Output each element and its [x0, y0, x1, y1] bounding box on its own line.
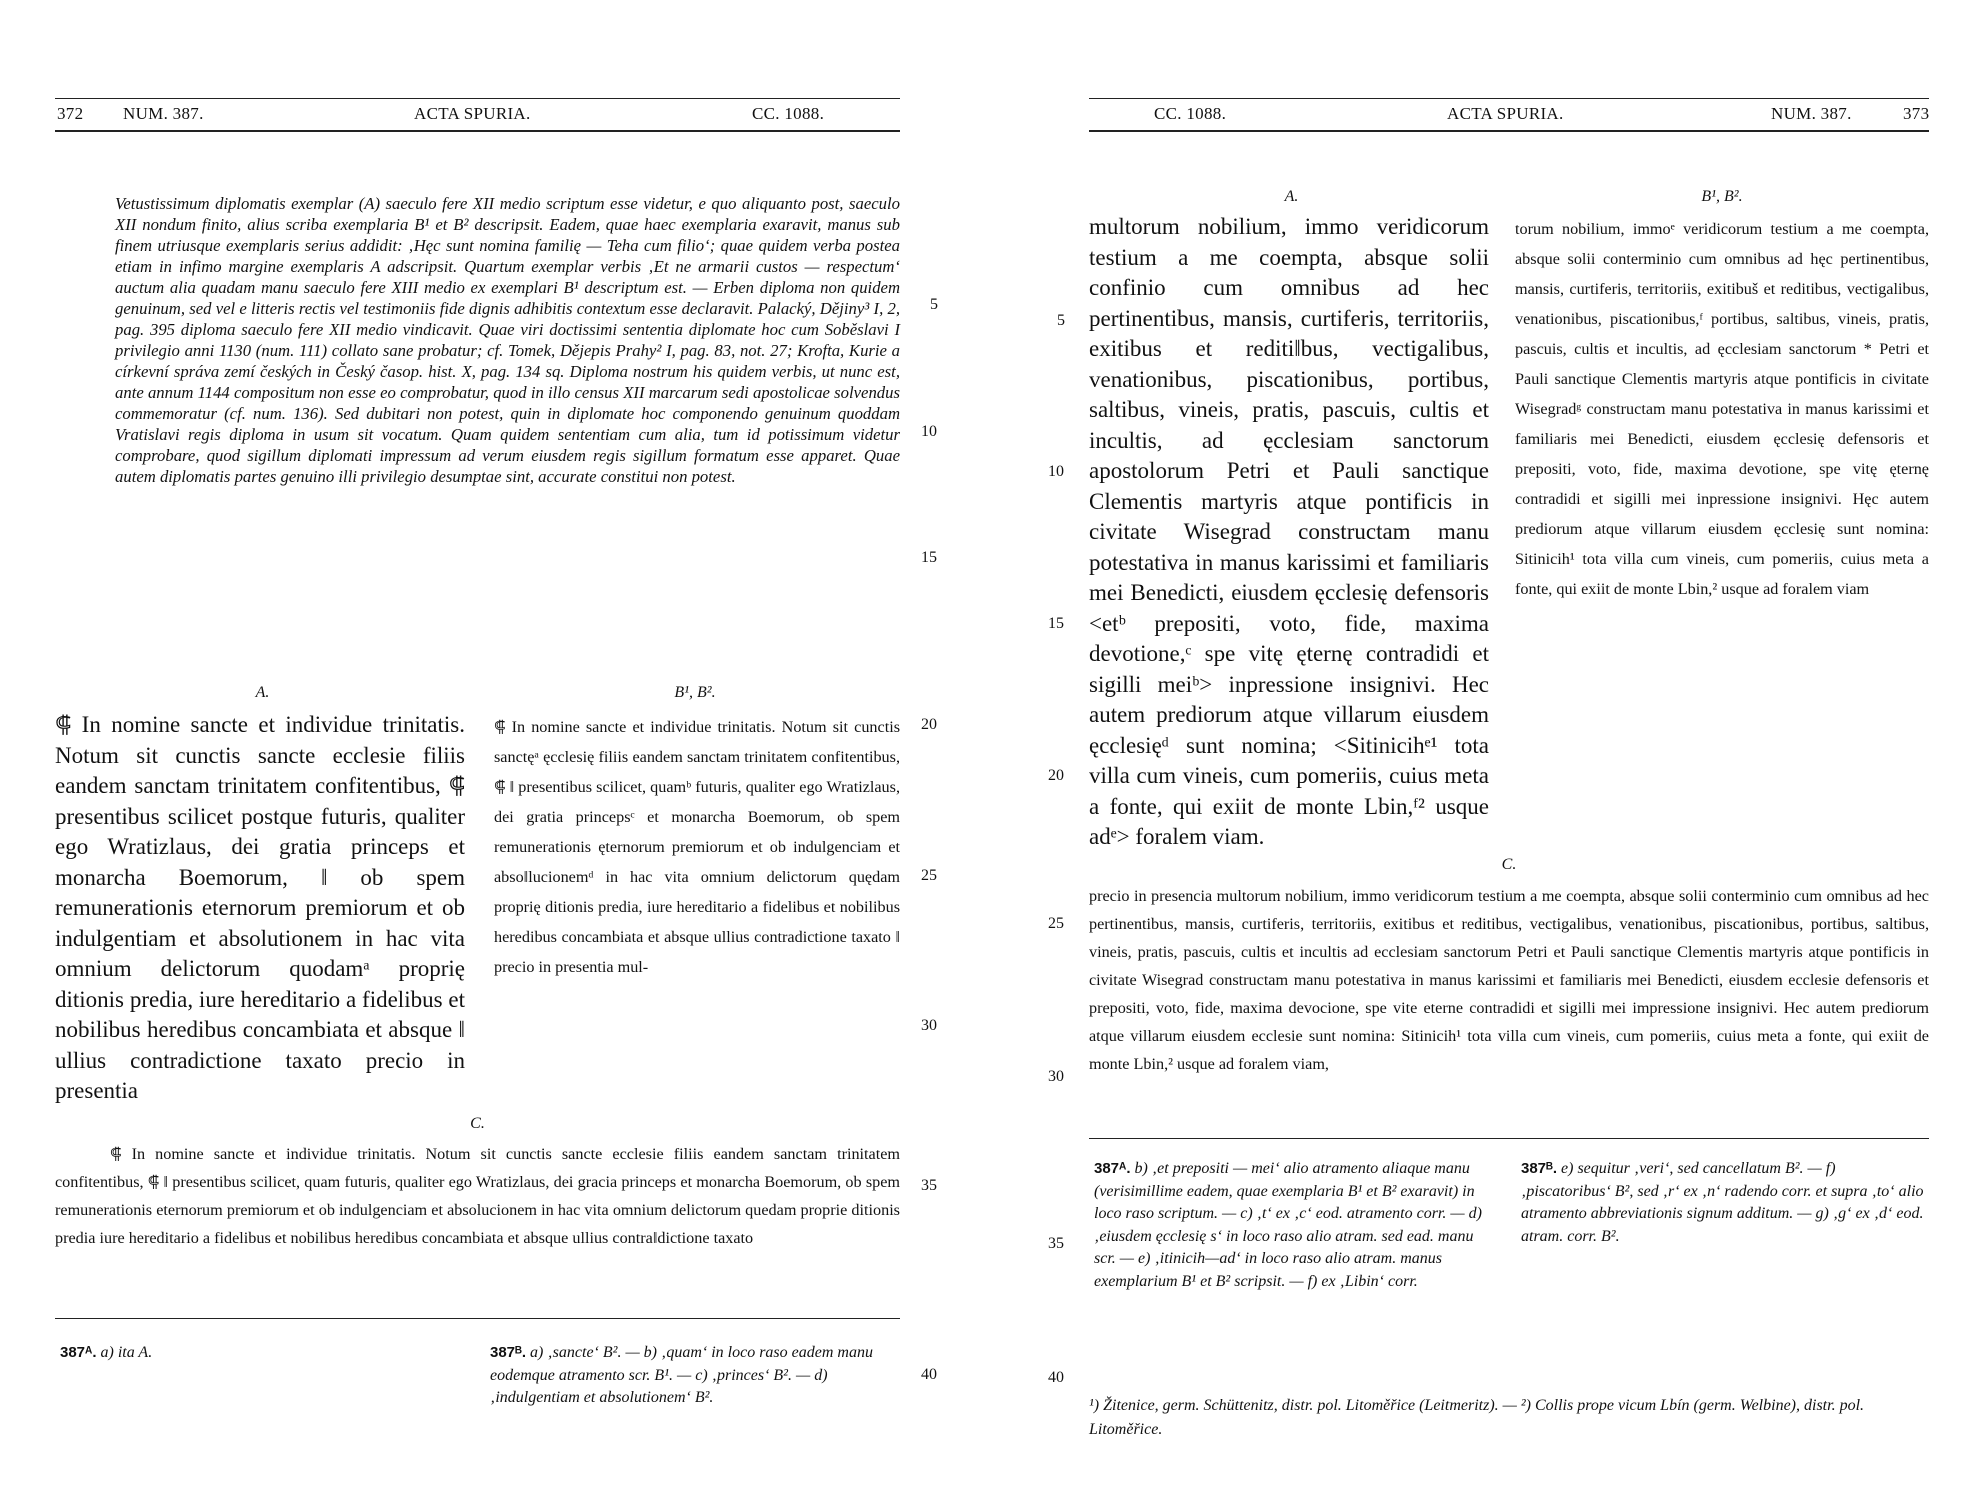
footnote-a [60, 1342, 460, 1365]
line-number: 15 [921, 549, 937, 566]
line-number: 5 [1057, 312, 1065, 329]
footnote-text: a) ‚sancte‘ B². — b) ‚quam‘ in loco raso eadem manu eodemque atramento scr. B¹. — c) ‚princes‘ B². — d) ‚indulgentiam et absolutionem‘ B². [490, 1344, 873, 1406]
footnote-rule [55, 1318, 900, 1319]
column-c-heading: C. [470, 1115, 485, 1132]
footnote-label: 387ᴮ. [490, 1344, 527, 1361]
footnote-b [490, 1342, 900, 1410]
date-heading: CC. 1088. [752, 104, 825, 123]
line-number: 15 [1048, 615, 1064, 632]
date-heading: CC. 1088. [1154, 104, 1227, 123]
column-b-heading: B¹, B². [674, 684, 716, 701]
line-number: 25 [921, 867, 937, 884]
place-footnote: ¹) Žitenice, germ. Schüttenitz, distr. pol. Litoměřice (Leitmeritz). — ²) Collis prope vicum Lbín (germ. Welbine), distr. pol. Litoměřice. [1089, 1397, 1865, 1438]
column-a-text: ⸿ In nomine sancte et individue trinitatis. Notum sit cunctis sancte ecclesie filiis eandem sanctam trinitatem confitentibus, ⸿ presentibus scilicet postque futuris, qualiter ego Wratizlaus, dei gratia princeps et monarcha Boemorum, ‖ ob spem remunerationis eternorum premiorum et ob indulgentiam et absolutionem in hac vita omnium delictorum quodamᵃ proprię ditionis predia, iure hereditario a fidelibus et nobilibus heredibus concambiata et absque ‖ ullius contradictione taxato precio in presentia [55, 712, 465, 1103]
footnote-label: 387ᴬ. [60, 1344, 97, 1361]
header-rule-bottom [55, 130, 900, 132]
column-c-text: precio in presencia multorum nobilium, immo veridicorum testium a me coempta, absque solii conterminio cum omnibus ad hec pertinentibus, mansis, curtiferis, territoriis, exitibus et reditibus, vectigalibus, venationibus, piscationibus, portibus, saltibus, vineis, pratis, pascuis, cultis et incultis ad ecclesiam sanctorum Petri et Pauli sanctique Clementis martyris atque pontificis in civitate Wisegrad constructam manu potestativa in manus karissimi et familiaris mei Benedicti, eiusdem ecclesie defensoris et prepositi, voto, fide, maxima devocione, spe vite eterne contradidi et sigilli mei impressione insignivi. Hec autem prediorum atque villarum eiusdem ecclesie sunt nomina: Sitinicih¹ tota villa cum vineis, cum pomeriis, cuius meta a fonte, qui exiit de monte Lbin,² usque ad foralem viam, [1089, 887, 1929, 1073]
header-rule-top [1089, 98, 1929, 99]
line-number: 30 [921, 1017, 937, 1034]
document-number: NUM. 387. [123, 104, 204, 123]
column-c-text: ⸿ In nomine sancte et individue trinitatis. Notum sit cunctis sancte ecclesie filiis eandem sanctam trinitatem confitentibus, ⸿ ‖ presentibus scilicet, quam futuris, qualiter ego Wratizlaus, dei gracia princeps et monarcha Boemorum, ob spem remunerationis eternorum premiorum et ob indulgenciam et absolucionem in hac vita omnium delictorum quedam proprie ditionis predia iure hereditario a fidelibus et nobilibus heredibus concambiata et absque ullius contra‖dictione taxato [55, 1145, 900, 1247]
footnote-label: 387ᴬ. [1094, 1160, 1131, 1177]
line-number: 35 [1048, 1235, 1064, 1252]
line-number: 40 [1048, 1369, 1064, 1386]
line-number: 10 [1048, 463, 1064, 480]
running-title: ACTA SPURIA. [1447, 104, 1564, 123]
line-number: 35 [921, 1177, 937, 1194]
running-title: ACTA SPURIA. [414, 104, 531, 123]
line-number: 5 [930, 296, 938, 313]
line-number: 40 [921, 1366, 937, 1383]
footnote-text: e) sequitur ‚veri‘, sed cancellatum B². — f) ‚piscatoribus‘ B², sed ‚r‘ ex ‚n‘ radendo corr. et supra ‚to‘ alio atramento abbreviationis signum additum. — g) ‚g‘ ex ‚d‘ eod. atram. corr. B². [1521, 1160, 1924, 1245]
column-a-heading: A. [1284, 188, 1299, 205]
line-number: 25 [1048, 915, 1064, 932]
page-number: 372 [57, 104, 84, 123]
line-number: 10 [921, 423, 937, 440]
footnote-label: 387ᴮ. [1521, 1160, 1558, 1177]
page-number: 373 [1903, 104, 1930, 123]
footnote-a [1094, 1158, 1494, 1293]
header-rule-top [55, 98, 900, 99]
column-a-text: multorum nobilium, immo veridicorum testium a me coempta, absque solii confinio cum omnibus ad hec pertinentibus, mansis, curtiferis, territoriis, exitibus et rediti‖bus, vectigalibus, venationibus, piscationibus, portibus, saltibus, vineis, pratis, pascuis, cultis et incultis, ad ęcclesiam sanctorum apostolorum Petri et Pauli sanctique Clementis martyris atque pontificis in civitate Wisegrad constructam manu potestativa in manus karissimi et familiaris mei Benedicti, eiusdem ęcclesię defensoris <etᵇ prepositi, voto, fide, maxima devotione,ᶜ spe vitę ęternę contradidi et sigilli meiᵇ> inpressione insignivi. Hec autem prediorum atque villarum eiusdem ęcclesięᵈ sunt nomina; <Sitinicihᵉ¹ tota villa cum vineis, cum pomeriis, cuius meta a fonte, qui exiit de monte Lbin,ᶠ² usque adᵉ> foralem viam. [1089, 214, 1489, 849]
line-number: 30 [1048, 1068, 1064, 1085]
footnote-text: a) ita A. [100, 1344, 153, 1361]
column-b-heading: B¹, B². [1701, 188, 1743, 205]
column-b-text: ⸿ In nomine sancte et individue trinitatis. Notum sit cunctis sanctęᵃ ęcclesię filiis eandem sanctam trinitatem confitentibus, ⸿ ‖ presentibus scilicet, quamᵇ futuris, qualiter ego Wratizlaus, dei gratia princepsᶜ et monarcha Boemorum, ob spem remunerationis ęternorum premiorum et ob indulgenciam et abso‖lucionemᵈ in hac vita omnium delictorum quędam proprię ditionis predia, iure hereditario a fidelibus et nobilibus heredibus concambiata et absque ullius contradictione taxato ‖ precio in presentia mul- [494, 718, 900, 976]
footnote-text: b) ‚et prepositi — mei‘ alio atramento aliaque manu (verisimillime eadem, quae exemplaria B¹ et B² exaravit) in loco raso scriptum. — c) ‚t‘ ex ‚c‘ eod. atramento corr. — d) ‚eiusdem ęcclesię s‘ in loco raso alio atram. sed ead. manu scr. — e) ‚itinicih—ad‘ in loco raso alio atram. manus exemplarium B¹ et B² scripsit. — f) ex ‚Libin‘ corr. [1094, 1160, 1482, 1290]
column-b-text: torum nobilium, immoᵉ veridicorum testium a me coempta, absque solii conterminio cum omnibus ad hęc pertinentibus, mansis, curtiferis, territoriis, exitibuš et reditibus, vectigalibus, venationibus, piscationibus,ᶠ portibus, saltibus, vineis, pratis, pascuis, cultis et incultis, ad ęcclesiam sanctorum * Petri et Pauli sanctique Clementis martyris atque pontificis in civitate Wisegradᵍ constructam manu potestativa in manus karissimi et familiaris mei Benedicti, eiusdem ęcclesię defensoris et prepositi, voto, fide, maxima devotione, spe vitę ęternę contradidi et sigilli mei inpressione insignivi. Hęc autem prediorum atque villarum eiusdem ęcclesię sunt nomina: Sitinicih¹ tota villa cum vineis, cum pomeriis, cuius meta a fonte, qui exiit de monte Lbin,² usque ad foralem viam [1515, 220, 1929, 598]
column-a-heading: A. [255, 684, 270, 701]
line-number: 20 [1048, 767, 1064, 784]
header-rule-bottom [1089, 130, 1929, 132]
line-number: 20 [921, 716, 937, 733]
footnote-b [1521, 1158, 1929, 1248]
editorial-introduction: Vetustissimum diplomatis exemplar (A) saeculo fere XII medio scriptum esse videtur, e quo aliquanto post, saeculo XII nondum finito, alius scriba exemplaria B¹ et B² descripsit. Eadem, quae haec exemplaria exaravit, manus sub finem utriusque exemplaris serius addidit: ‚Hęc sunt nomina familię — Teha cum filio‘; quae quidem verba postea etiam in infimo margine exemplaris A adscripsit. Quartum exemplar verbis ‚Et ne armarii custos — respectum‘ auctum alia quadam manu saeculo fere XIII medio ex exemplari B¹ descriptum est. — Erben diploma non quidem genuinum, sed vel e litteris rectis vel testimoniis fide dignis adhibitis contextum esse declaravit. Palacký, Dějiny³ I, 2, pag. 395 diploma saeculo fere XII medio vindicavit. Quae viri doctissimi sententia diplomate hoc cum Soběslavi I privilegio anni 1130 (num. 111) collato sane probatur; cf. Tomek, Dějepis Prahy² I, pag. 83, not. 27; Krofta, Kurie a církevní správa zemí českých in Český časop. hist. X, pag. 134 sq. Diploma nostrum his quidem verbis, ut nunc est, ante annum 1144 compositum non esse eo comprobatur, quod in illo census XII marcarum sedi apostolicae solvendus commemoratur (cf. num. 136). Sed dubitari non potest, quin in diplomate hoc componendo genuinum quoddam Vratislavi regis diploma in usum sit vocatum. Quam quidem sententiam cum alia, tum id potissimum videtur comprobare, quod sigillum diplomati impressum ad verum eiusdem regis sigillum formatum esse apparet. Quae autem diplomatis partes genuino illi privilegio desumptae sint, accurate constitui non potest. [115, 194, 900, 486]
document-number: NUM. 387. [1771, 104, 1852, 123]
right-page [989, 0, 1978, 1500]
column-c-heading: C. [1501, 856, 1517, 873]
footnote-rule [1089, 1138, 1929, 1139]
